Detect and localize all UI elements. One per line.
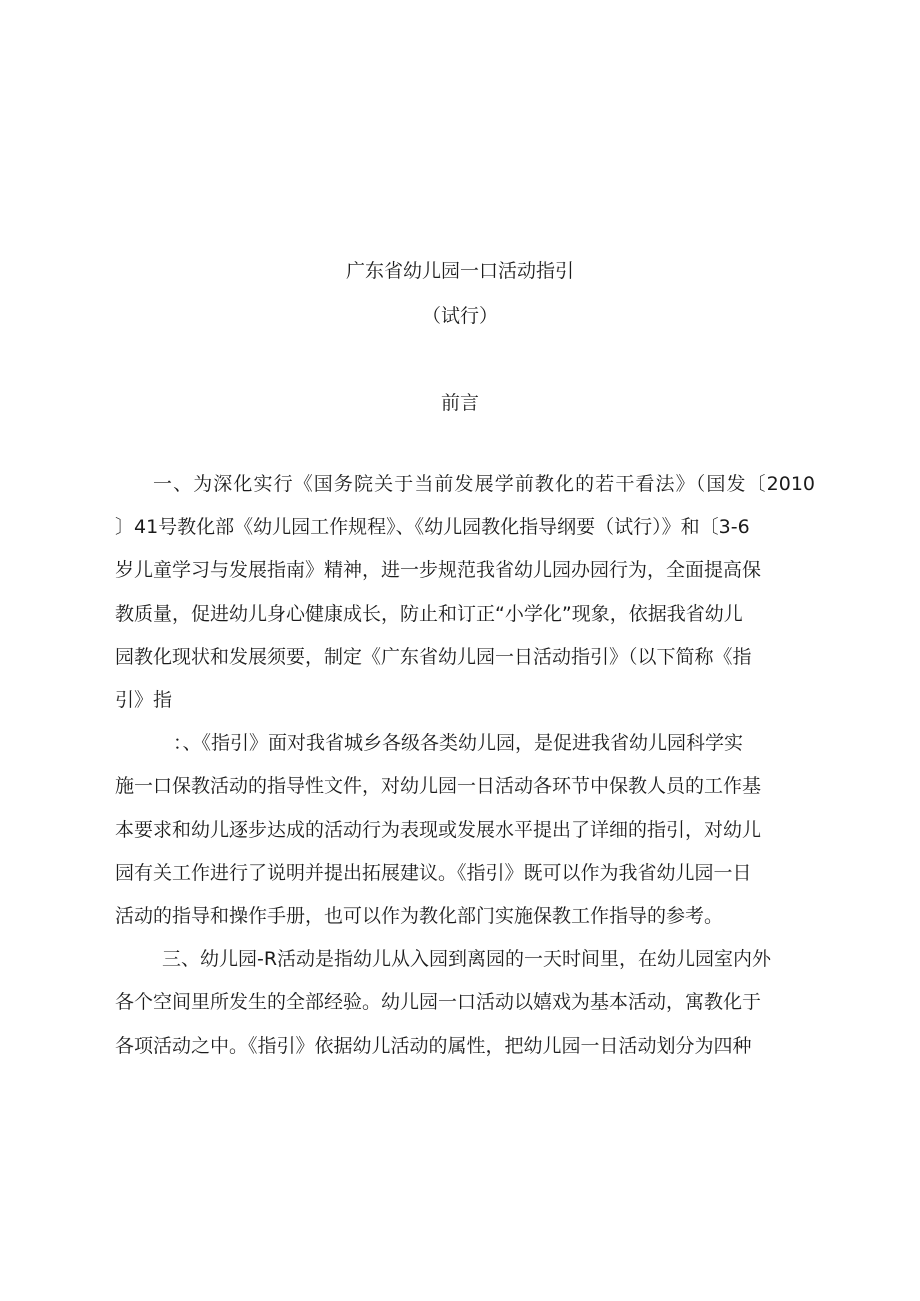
paragraph-line: 一、为深化实行《国务院关于当前发展学前教化的若干看法》（国发〔2010 [153,473,815,495]
section-heading: 前言 [440,392,479,414]
paragraph-line: 引》指 [115,689,173,712]
paragraph-line: 园教化现状和发展须要，制定《广东省幼儿园一日活动指引》（以下简称《指 [115,645,752,668]
paragraph-line: 岁儿童学习与发展指南》精神，进一步规范我省幼儿园办园行为，全面提高保 [115,559,762,582]
paragraph-line: 施一口保教活动的指导性文件，对幼儿园一日活动各环节中保教人员的工作基 [115,775,762,798]
document-title: 广东省幼儿园一口活动指引 [345,260,574,282]
document-subtitle: （试行） [421,305,498,327]
paragraph-line: 活动的指导和操作手册，也可以作为教化部门实施保教工作指导的参考。 [115,905,724,928]
paragraph-1 [115,463,815,722]
paragraph-line: 〕41号教化部《幼儿园工作规程》、《幼儿园教化指导纲要（试行）》和〔3-6 [115,516,750,539]
paragraph-line: 各项活动之中。《指引》依据幼儿活动的属性，把幼儿园一日活动划分为四种 [115,1034,752,1057]
paragraph-2 [115,722,815,938]
paragraph-line: 本要求和幼儿逐步达成的活动行为表现或发展水平提出了详细的指引，对幼儿 [115,818,762,841]
paragraph-line: 教质量，促进幼儿身心健康成长，防止和订正“小学化”现象，依据我省幼儿 [115,602,743,625]
paragraph-line: ：、《指引》面对我省城乡各级各类幼儿园，是促进我省幼儿园科学实 [173,732,744,755]
paragraph-line: 园有关工作进行了说明并提出拓展建议。《指引》既可以作为我省幼儿园一日 [115,861,752,884]
document-body [115,463,815,1068]
paragraph-3 [115,938,815,1068]
paragraph-line: 各个空间里所发生的全部经验。幼儿园一口活动以嬉戏为基本活动，寓教化于 [115,991,762,1014]
paragraph-line: 三、幼儿园-R活动是指幼儿从入园到离园的一天时间里，在幼儿园室内外 [162,948,772,971]
